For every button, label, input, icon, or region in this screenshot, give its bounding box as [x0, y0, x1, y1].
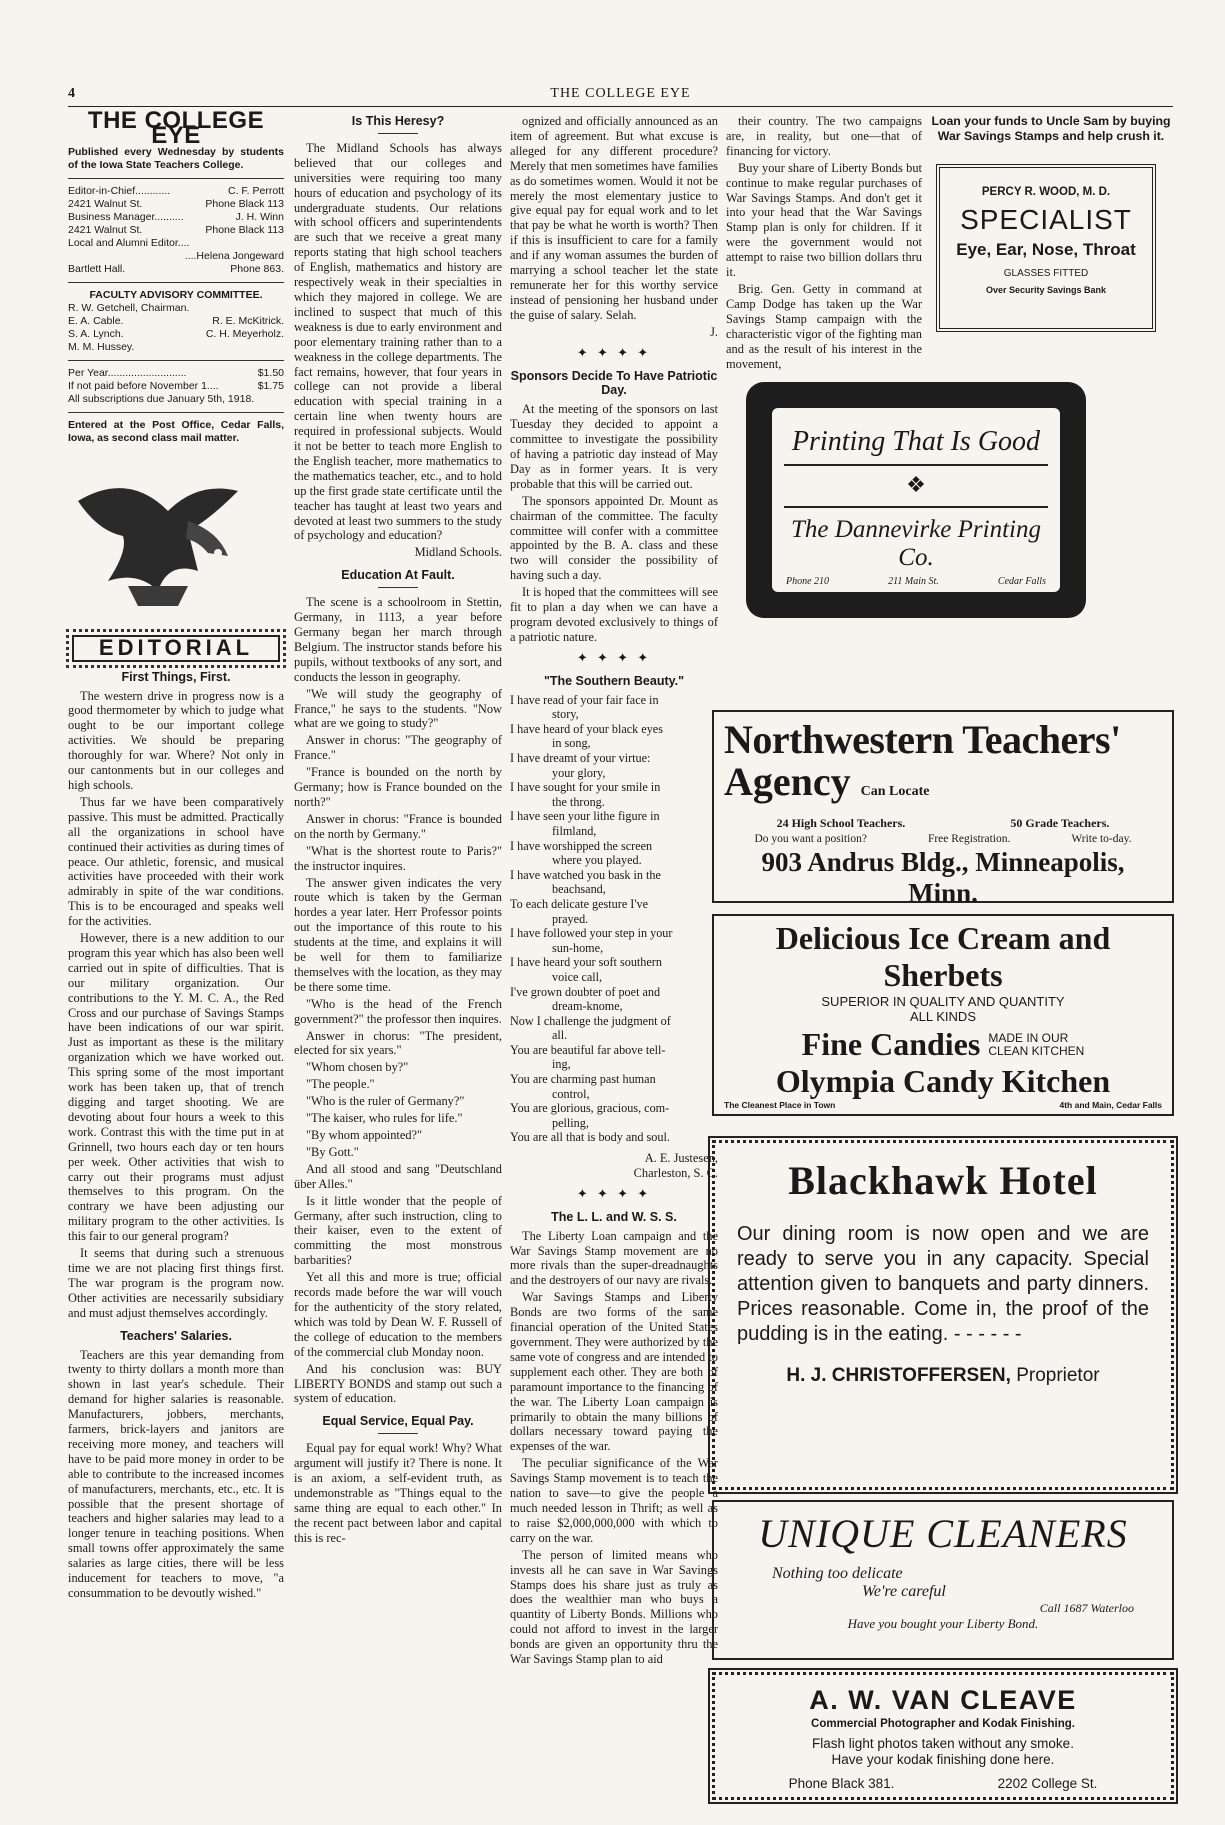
- section-divider: ✦ ✦ ✦ ✦: [576, 344, 652, 360]
- paragraph: However, there is a new addition to our program this year which has also been well carried out in spite of difficulties. That is our military organization. Our contributions to the Y. M. C. A., the Red Cross and our purchase of Savings Stamps have been indications of our war spirit. Just as important as these is the military organization which we have worked out. This spring some of the most important work has been taken up, that of trench digging and target shooting. We are devoting about four hours a week to this work. Contrast this with the time put in at Grinnell, two hours each day or ten hours per week. Other activities that wish to carry out their programs must adjust themselves to this program. On the contrary we have been adjusting our military program to the other activities. Is this fair to our general program?: [68, 931, 284, 1244]
- entry-note: Entered at the Post Office, Cedar Falls, Iowa, as second class mail matter.: [68, 418, 284, 444]
- committee-title: FACULTY ADVISORY COMMITTEE.: [89, 288, 263, 301]
- heading-ll-wss: The L. L. and W. S. S.: [551, 1209, 677, 1224]
- printing-address: 211 Main St.: [888, 576, 939, 587]
- rate-row-cell: $1.50: [257, 366, 284, 379]
- paragraph: Buy your share of Liberty Bonds but continue to make regular purchases of War Savings Stamps. And don't get it into your head that the War Savings Stamp plan is only for children. If it were the government would not attempt to raise two billion dollars thru it.: [726, 160, 922, 280]
- signature-midland: Midland Schools.: [414, 545, 502, 560]
- poem-line: sun-home,: [552, 940, 604, 955]
- section-divider: ✦ ✦ ✦ ✦: [576, 649, 652, 665]
- paragraph: "We will study the geography of France," he says to the students. "Now what are we going to study?": [294, 686, 502, 731]
- van-address: 2202 College St.: [997, 1776, 1098, 1791]
- staff-row: [68, 250, 284, 263]
- paragraph: Is it little wonder that the people of Germany, after such instruction, cling to their kaiser, even to the extent of committing the most monstrous barbarities?: [294, 1193, 502, 1268]
- staff-row-cell: ....Helena Jongeward: [184, 249, 284, 262]
- van-phone: Phone Black 381.: [788, 1776, 895, 1791]
- poem-line: in song,: [552, 736, 591, 751]
- subscription-rates: [68, 367, 284, 406]
- clean-kitchen: CLEAN KITCHEN: [988, 1043, 1085, 1058]
- poem-line: where you played.: [552, 853, 642, 868]
- rate-row: [68, 367, 284, 380]
- agency-need-grade: 50 Grade Teachers.: [1010, 816, 1110, 830]
- paragraph: The sponsors appointed Dr. Mount as chairman of the committee. The faculty committee will confer with a committee appointed by the B. A. class and these two will consider the possibility of having such a day.: [510, 493, 718, 583]
- staff-row-cell: 2421 Walnut St.: [68, 223, 143, 236]
- agency-free: Free Registration.: [927, 833, 1011, 845]
- cleaners-line-1: Nothing too delicate: [772, 1565, 903, 1582]
- glasses-fitted: GLASSES FITTED: [1003, 268, 1089, 279]
- ad-unique-cleaners: [712, 1500, 1174, 1660]
- paragraph: Answer in chorus: "The president, elected for six years.": [294, 1028, 502, 1058]
- poem-line: I have worshipped the screen: [510, 838, 653, 853]
- staff-row: [68, 198, 284, 211]
- fine-candies: Fine Candies: [801, 1026, 981, 1062]
- poem-line: I have heard your soft southern: [510, 955, 662, 970]
- staff-row: [68, 185, 284, 198]
- column-1: [68, 107, 284, 1603]
- paragraph: ognized and officially announced as an item of agreement. But what excuse is alleged for any different procedure? Merely that men sometimes have families as do sometimes women. Would it not be merely the most elementary justice to give equal pay for equal work and to let that pay be what he worth is worth? Then if this is insufficient to care for a family and if any woman assumes the burden of marrying a school teacher let the state remunerate her for this worthy service instead of pensioning her husband under the guise of salary. Selah.: [510, 114, 718, 322]
- poem-line: beachsand,: [552, 882, 606, 897]
- van-line-2: Have your kodak finishing done here.: [831, 1752, 1055, 1767]
- column-3: [510, 114, 718, 1669]
- committee-row-cell: M. M. Hussey.: [68, 340, 135, 353]
- poem-line: dream-knome,: [552, 999, 623, 1014]
- paragraph: Answer in chorus: "The geography of France.": [294, 733, 502, 763]
- ad-printing: [746, 382, 1086, 618]
- staff-row-cell: Bartlett Hall.: [68, 262, 126, 275]
- paragraph: At the meeting of the sponsors on last Tuesday they decided to appoint a committee to investigate the possibility of having a patriotic day instead of May Day as in former years. It is very probable that this will be carried out.: [510, 402, 718, 491]
- staff-row: [68, 224, 284, 237]
- poem-line: your glory,: [552, 765, 606, 780]
- van-name: A. W. VAN CLEAVE: [809, 1685, 1077, 1715]
- heading-equal-service: Equal Service, Equal Pay.: [322, 1414, 474, 1429]
- paragraph: Teachers are this year demanding from twenty to thirty dollars a month more than shown in last year's schedule. Their demand for higher salaries is reasonable. Manufacturers, jobbers, merchants, farmers, brick-layers and janitors are receiving more money, and teachers will have to be paid more money in order to be able to contribute to the increased incomes of manufacturers, merchants, etc., etc. It is possible that the present shortage of teachers and higher salaries may lead to a longer tenure in teaching positions. When small towns offer approximately the same salaries as large cities, there will be less inducement for teachers to move, "a consummation to be devoutly wished.": [68, 1347, 284, 1600]
- committee-row-cell: R. W. Getchell, Chairman.: [68, 301, 190, 314]
- poem-line: To each delicate gesture I've: [510, 896, 649, 911]
- rate-row-cell: If not paid before November 1....: [68, 379, 219, 392]
- candy-foot-left: The Cleanest Place in Town: [724, 1100, 836, 1110]
- committee-row-cell: S. A. Lynch.: [68, 327, 124, 340]
- poem-line: You are all that is body and soul.: [510, 1130, 670, 1145]
- column-2: [294, 114, 502, 1548]
- poem-line: I have heard of your black eyes: [510, 721, 663, 736]
- poem-line: I have sought for your smile in: [510, 780, 661, 795]
- staff-row-cell: C. F. Perrott: [227, 184, 284, 197]
- poem-line: I have watched you bask in the: [510, 867, 661, 882]
- staff-row: [68, 211, 284, 224]
- paragraph: "What is the shortest route to Paris?" the instructor inquires.: [294, 843, 502, 873]
- committee-row: [68, 328, 284, 341]
- agency-write: Write to-day.: [1071, 833, 1132, 845]
- masthead-subtitle: Published every Wednesday by students of the Iowa State Teachers College.: [68, 145, 284, 171]
- poem-place: Charleston, S. C.: [633, 1165, 718, 1180]
- page-number: 4: [68, 86, 75, 101]
- ad-candy-kitchen: [712, 914, 1174, 1116]
- column-4: [726, 114, 922, 373]
- staff-row-cell: Phone Black 113: [205, 197, 284, 210]
- poem-line: ing,: [552, 1057, 571, 1072]
- van-line-1: Flash light photos taken without any smoke.: [812, 1736, 1074, 1751]
- poem-line: I have dreamt of your virtue:: [510, 751, 651, 765]
- ad-blackhawk-hotel: [712, 1140, 1174, 1490]
- poem-line: voice call,: [552, 969, 603, 984]
- poem-author: A. E. Justesen,: [644, 1151, 718, 1166]
- poem-line: I have seen your lithe figure in: [510, 809, 660, 824]
- eagle-emblem-icon: [68, 461, 248, 611]
- rate-row: [68, 380, 284, 393]
- paragraph: "Whom chosen by?": [306, 1060, 409, 1075]
- made-in-our: MADE IN OUR: [988, 1030, 1069, 1045]
- doctor-name: PERCY R. WOOD, M. D.: [981, 186, 1111, 198]
- printing-phone: Phone 210: [786, 576, 830, 587]
- van-subtitle: Commercial Photographer and Kodak Finishing.: [811, 1718, 1075, 1730]
- paragraph: "Who is the ruler of Germany?": [306, 1094, 465, 1109]
- committee-row: [68, 315, 284, 328]
- paragraph: Thus far we have been comparatively passive. This must be admitted. Practically all the organizations in school have continued their activities as during times of peace. Our athletic, forensic, and musical activities have proceeded with their work admirably in spite of the war conditions. This is to be encouraged and speaks well for the activities.: [68, 794, 284, 929]
- cleaners-liberty: Have you bought your Liberty Bond.: [847, 1616, 1039, 1631]
- poem: [510, 693, 718, 1145]
- committee-row: [68, 341, 284, 354]
- heading-first-things: First Things, First.: [121, 669, 231, 684]
- ad-wood-specialist: [936, 164, 1156, 332]
- ad-teachers-agency: [712, 710, 1174, 908]
- cleaners-phone: Call 1687 Waterloo: [1039, 1601, 1134, 1615]
- paragraph: The western drive in progress now is a good thermometer by which to judge what ought to be our important college activities. We should be preparing thoroughly for war. Where? Not only in our cantonments but in our colleges and high schools.: [68, 688, 284, 792]
- cleaners-name: UNIQUE CLEANERS: [758, 1511, 1128, 1556]
- staff-row-cell: Local and Alumni Editor....: [68, 236, 190, 249]
- printing-tagline: Printing That Is Good: [791, 426, 1041, 457]
- paragraph: The answer given indicates the very route which is taken by the German hordes a year later. Herr Professor points out the importance of this route to his students at the time, and explains it will be well for them to familiarize themselves with the location, as they may be there some time.: [294, 875, 502, 994]
- staff-row-cell: J. H. Winn: [235, 210, 284, 223]
- paragraph: The scene is a schoolroom in Stettin, Germany, in 1113, a year before Germany began her march through Belgium. The instructor stands before his pupils, without textbooks of any sort, and conducts the lesson in geography.: [294, 595, 502, 684]
- printing-company: The Dannevirke Printing Co.: [791, 516, 1041, 571]
- paragraph: "France is bounded on the north by Germany; how is France bounded on the north?": [294, 765, 502, 809]
- candy-quality: SUPERIOR IN QUALITY AND QUANTITY: [821, 994, 1065, 1009]
- poem-line: control,: [552, 1086, 590, 1101]
- staff-row-cell: Editor-in-Chief............: [68, 184, 171, 197]
- poem-line: all.: [552, 1028, 568, 1043]
- staff-list: [68, 185, 284, 276]
- masthead-title: THE COLLEGE EYE: [87, 107, 265, 149]
- heading-education-fault: Education At Fault.: [341, 568, 455, 583]
- hotel-name: Blackhawk Hotel: [788, 1158, 1098, 1203]
- paragraph: The person of limited means who invests all he can save in War Savings Stamps does his share just as truly as does the wealthier man who buys a quantity of Liberty Bonds. Millions who could not afford to invest in the larger bonds are given an opportunity thru the War Savings Stamp plan to aid: [510, 1547, 718, 1667]
- hotel-proprietor: H. J. CHRISTOFFERSEN,: [786, 1365, 1011, 1386]
- poem-line: prayed.: [552, 911, 589, 926]
- heading-southern-beauty: "The Southern Beauty.": [543, 673, 685, 688]
- paragraph: "The people.": [306, 1077, 375, 1092]
- paragraph: And all stood and sang "Deutschland über Alles.": [294, 1161, 502, 1191]
- paragraph: War Savings Stamps and Liberty Bonds are two forms of the same financial operation of the United States government. They were authorized by the same vote of congress and are intended to supplement each other. They are both of paramount importance to the financing of the war. The Liberty Loan campaign is primarily to obtain the many billions of dollars necessary toward paying the expenses of the war.: [510, 1290, 718, 1454]
- printer-ornament-icon: ❖: [906, 472, 926, 497]
- ad-van-cleave: [712, 1672, 1174, 1800]
- paragraph: The peculiar significance of the War Savings Stamp movement is to teach the nation to save—to give the people a much needed lesson in Thrift; as well as to raise $2,000,000,000 with which to carry on the war.: [510, 1456, 718, 1545]
- agency-need-hs: 24 High School Teachers.: [776, 816, 906, 830]
- poem-line: filmland,: [552, 823, 597, 838]
- poem-line: story,: [552, 707, 579, 722]
- specialty: Eye, Ear, Nose, Throat: [956, 240, 1136, 259]
- staff-row-cell: Phone Black 113: [205, 223, 284, 236]
- poem-line: Now I challenge the judgment of: [510, 1013, 671, 1028]
- paragraph: "By whom appointed?": [306, 1128, 423, 1142]
- staff-row: [68, 237, 284, 250]
- paragraph: "Who is the head of the French government?" the professor then inquires.: [294, 996, 502, 1026]
- heading-heresy: Is This Heresy?: [351, 114, 445, 128]
- committee-row-cell: C. H. Meyerholz.: [205, 327, 284, 340]
- paragraph: Answer in chorus: "France is bounded on the north by Germany.": [294, 811, 502, 841]
- rate-row-cell: $1.75: [257, 379, 284, 392]
- agency-question: Do you want a position?: [754, 833, 867, 845]
- hotel-proprietor-title: Proprietor: [1016, 1365, 1100, 1386]
- candy-foot-right: 4th and Main, Cedar Falls: [1059, 1100, 1162, 1110]
- agency-title: Northwestern Teachers': [724, 717, 1121, 762]
- paragraph: Equal pay for equal work! Why? What argument will justify it? There is none. It is an axiom, a self-evident truth, as undemonstrable as "Things equal to the same thing are equal to each other." In the recent pact between labor and capital this is rec-: [294, 1441, 502, 1545]
- poem-line: You are glorious, gracious, com-: [510, 1101, 670, 1116]
- rate-row: [68, 393, 284, 406]
- paragraph: Yet all this and more is true; official records made before the war will vouch for the authenticity of the story related, which was told by Dean W. F. Russell of the college of education to the members of the commercial club Monday noon.: [294, 1270, 502, 1359]
- office-location: Over Security Savings Bank: [985, 285, 1107, 295]
- paragraph: their country. The two campaigns are, in reality, but one—that of financing for victory.: [726, 114, 922, 158]
- paragraph: The Midland Schools has always believed that our colleges and universities were requiring too many hours of education and psychology of its undergraduate students. Our relations with school officers and superintendents are such that we receive a great many reports stating that high school teachers of English, mathematics and history are respectively weak in their specialties in which they majored in college. We are inclined to suspect that much of this weakness is due to early environment and poor elementary training rather than to a weakness in the college departments. The fact remains, however, that four years in college can not provide a liberal education with special training in a certain line when twenty hours are required in professional subjects. Would it not be better to teach more English to the English teacher, more mathematics to the mathematics teacher, etc., and to hold up the first grade state certificate until the teacher has taught at least two years and devoted at least two summers to the study of psychology and education?: [294, 140, 502, 543]
- staff-row: [68, 263, 284, 276]
- committee-row-cell: E. A. Cable.: [68, 314, 124, 327]
- editorial-banner: EDITORIAL: [72, 635, 280, 662]
- poem-line: I've grown doubter of poet and: [510, 984, 661, 999]
- signature-j: J.: [710, 324, 718, 339]
- paragraph: And his conclusion was: BUY LIBERTY BONDS and stamp out such a system of education.: [294, 1361, 502, 1406]
- agency-can-locate: Can Locate: [860, 784, 930, 799]
- paragraph: It seems that during such a strenuous time we are not placing first things first. The war program is the program now. Other activities are necessarily subsidiary and must adjust themselves accordingly.: [68, 1246, 284, 1320]
- paragraph: "The kaiser, who rules for life.": [306, 1111, 463, 1126]
- running-title: THE COLLEGE EYE: [550, 86, 691, 101]
- paragraph: The Liberty Loan campaign and the War Savings Stamp movement are no more rivals than the super-dreadnaughts and the destroyers of our navy are rivals.: [510, 1228, 718, 1288]
- section-divider: ✦ ✦ ✦ ✦: [576, 1185, 652, 1201]
- paragraph: Brig. Gen. Getty in command at Camp Dodge has taken up the War Savings Stamp campaign with the characteristic vigor of the fighting man and as the result of his interest in the movement,: [726, 281, 922, 371]
- agency-word: Agency: [724, 759, 851, 804]
- ad-war-savings: Loan your funds to Uncle Sam by buying War Savings Stamps and help crush it.: [931, 114, 1171, 143]
- masthead: [68, 107, 284, 662]
- paragraph: "By Gott.": [306, 1144, 359, 1159]
- poem-line: the throng.: [552, 794, 605, 809]
- committee-row-cell: R. E. McKitrick.: [212, 314, 284, 327]
- staff-row-cell: 2421 Walnut St.: [68, 197, 143, 210]
- candy-kinds: ALL KINDS: [910, 1009, 976, 1024]
- paragraph: It is hoped that the committees will see fit to plan a day when we can have a program devoted exclusively to things of a patriotic nature.: [510, 585, 718, 644]
- heading-sponsors: Sponsors Decide To Have Patriotic Day.: [510, 368, 718, 398]
- committee-row: [68, 302, 284, 315]
- committee-list: [68, 302, 284, 354]
- candy-headline: Delicious Ice Cream and Sherbets: [775, 920, 1111, 993]
- staff-row-cell: Phone 863.: [230, 262, 284, 275]
- cleaners-line-2: We're careful: [862, 1583, 946, 1600]
- candy-kitchen-name: Olympia Candy Kitchen: [775, 1063, 1111, 1099]
- printing-city: Cedar Falls: [997, 576, 1046, 587]
- poem-line: You are charming past human: [510, 1072, 656, 1087]
- poem-line: I have followed your step in your: [510, 926, 673, 941]
- rate-row-cell: Per Year...........................: [68, 366, 187, 379]
- heading-teachers-salaries: Teachers' Salaries.: [120, 1328, 232, 1343]
- rate-row-cell: All subscriptions due January 5th, 1918.: [68, 392, 255, 405]
- specialist-title: SPECIALIST: [960, 204, 1132, 235]
- poem-line: pelling,: [552, 1115, 589, 1130]
- staff-row-cell: Business Manager..........: [68, 210, 184, 223]
- page-header: [68, 86, 1173, 107]
- poem-line: I have read of your fair face in: [510, 692, 659, 707]
- hotel-body: Our dining room is now open and we are ready to serve you in any capacity. Special attention given to banquets and party dinners. Prices reasonable. Come in, the proof of the pudding is in the eating. - - - - - -: [737, 1223, 1149, 1345]
- poem-line: You are beautiful far above tell-: [510, 1042, 666, 1057]
- agency-address: 903 Andrus Bldg., Minneapolis, Minn.: [761, 847, 1125, 908]
